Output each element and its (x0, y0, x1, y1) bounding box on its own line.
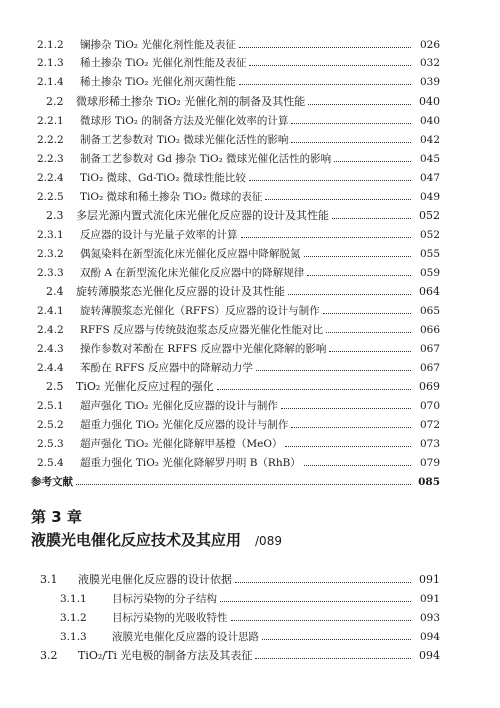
entry-title: 微球形 TiO₂ 的制备方法及光催化效率的计算 (80, 115, 289, 127)
entry-page: 039 (419, 76, 440, 88)
chapter-page: /089 (255, 534, 282, 548)
leader-dots (220, 601, 411, 602)
entry-number: 3.1.2 (60, 612, 87, 624)
leader-dots (308, 104, 411, 105)
section-number: 2.5 (46, 380, 64, 393)
section-title: 多层光源内置式流化床光催化反应器的设计及其性能 (76, 209, 329, 222)
toc-entry-3-1-1 (0, 591, 500, 607)
leader-dots (285, 446, 411, 447)
entry-number: 2.2.3 (37, 153, 64, 165)
entry-title: 目标污染物的光吸收特性 (112, 612, 228, 624)
entry-title: 操作参数对苯酚在 RFFS 反应器中光催化降解的影响 (80, 343, 327, 355)
entry-page: 091 (419, 593, 440, 605)
references-title: 参考文献 (31, 476, 73, 488)
entry-number: 2.3.1 (37, 229, 64, 241)
chapter-3-heading (31, 508, 471, 550)
section-page: 091 (419, 573, 440, 586)
section-title: TiO₂/Ti 光电极的制备方法及其表征 (78, 649, 253, 662)
entry-page: 073 (419, 438, 440, 450)
leader-dots (262, 639, 411, 640)
entry-page: 079 (419, 457, 440, 469)
entry-number: 2.3.2 (37, 248, 64, 260)
entry-page: 059 (419, 267, 440, 279)
entry-page: 040 (419, 115, 440, 127)
section-page: 069 (419, 380, 440, 393)
entry-number: 3.1.1 (60, 593, 87, 605)
toc-entry-2-4-2 (0, 322, 500, 338)
toc-entry-2-5-4 (0, 455, 500, 471)
entry-title: 稀土掺杂 TiO₂ 光催化剂性能及表征 (80, 57, 247, 69)
leader-dots (334, 161, 411, 162)
leader-dots (291, 123, 411, 124)
section-title: 旋转薄膜浆态光催化反应器的设计及其性能 (76, 285, 285, 298)
entry-number: 2.4.4 (37, 362, 64, 374)
leader-dots (304, 465, 411, 466)
leader-dots (291, 142, 411, 143)
chapter-number: 第 3 章 (31, 508, 82, 526)
entry-page: 026 (419, 39, 440, 51)
entry-title: 偶氮染料在新型流化床光催化反应器中降解脱氮 (80, 248, 301, 260)
toc-section-2-4 (0, 284, 500, 300)
entry-page: 067 (419, 362, 440, 374)
section-number: 2.4 (46, 285, 64, 298)
entry-title: 稀土掺杂 TiO₂ 光催化剂灭菌性能 (80, 76, 236, 88)
entry-title: 苯酚在 RFFS 反应器中的降解动力学 (80, 362, 253, 374)
toc-entry-2-3-1 (0, 227, 500, 243)
entry-title: 目标污染物的分子结构 (112, 593, 217, 605)
entry-number: 2.4.3 (37, 343, 64, 355)
toc-entry-2-2-2 (0, 132, 500, 148)
entry-title: 超声强化 TiO₂ 光催化反应器的设计与制作 (80, 400, 278, 412)
entry-page: 066 (419, 324, 440, 336)
entry-number: 2.2.4 (37, 172, 64, 184)
toc-entry-2-5-3 (0, 436, 500, 452)
entry-page: 072 (419, 419, 440, 431)
entry-title: 反应器的设计与光量子效率的计算 (80, 229, 238, 241)
toc-entry-2-2-1 (0, 113, 500, 129)
entry-title: 超声强化 TiO₂ 光催化降解甲基橙（MeO） (80, 438, 283, 450)
entry-number: 2.2.5 (37, 191, 64, 203)
entry-title: 超重力强化 TiO₂ 光催化反应器的设计与制作 (80, 419, 289, 431)
entry-title: 超重力强化 TiO₂ 光催化降解罗丹明 B（RhB） (80, 457, 301, 469)
section-title: 液膜光电催化反应器的设计依据 (78, 573, 232, 586)
leader-dots (217, 389, 411, 390)
leader-dots (307, 275, 411, 276)
leader-dots (231, 620, 412, 621)
leader-dots (265, 199, 411, 200)
leader-dots (256, 370, 411, 371)
leader-dots (76, 484, 411, 485)
toc-entry-2-4-3 (0, 341, 500, 357)
entry-number: 2.4.1 (37, 305, 64, 317)
entry-page: 055 (419, 248, 440, 260)
entry-number: 2.5.4 (37, 457, 64, 469)
entry-number: 2.5.1 (37, 400, 64, 412)
entry-number: 2.1.2 (37, 39, 64, 51)
entry-title: 制备工艺参数对 TiO₂ 微球光催化活性的影响 (80, 134, 289, 146)
entry-number: 2.3.3 (37, 267, 64, 279)
entry-number: 2.1.4 (37, 76, 64, 88)
toc-entry-2-4-1 (0, 303, 500, 319)
leader-dots (329, 351, 411, 352)
toc-entry-2-2-3 (0, 151, 500, 167)
entry-number: 2.2.1 (37, 115, 64, 127)
entry-page: 032 (419, 57, 440, 69)
leader-dots (239, 47, 411, 48)
toc-entry-2-3-2 (0, 246, 500, 262)
toc-section-2-2 (0, 94, 500, 110)
toc-section-3-2 (0, 648, 500, 664)
leader-dots (239, 84, 411, 85)
entry-number: 2.5.3 (37, 438, 64, 450)
references-page: 085 (418, 476, 440, 488)
leader-dots (304, 256, 412, 257)
toc-section-2-3 (0, 208, 500, 224)
chapter-title: 液膜光电催化反应技术及其应用 (31, 531, 242, 549)
leader-dots (281, 408, 411, 409)
entry-page: 049 (419, 191, 440, 203)
entry-number: 2.1.3 (37, 57, 64, 69)
leader-dots (288, 294, 411, 295)
leader-dots (326, 332, 411, 333)
toc-entry-2-5-1 (0, 398, 500, 414)
section-page: 052 (419, 209, 440, 222)
entry-page: 094 (419, 631, 440, 643)
entry-page: 065 (419, 305, 440, 317)
toc-section-2-5 (0, 379, 500, 395)
entry-title: TiO₂ 微球、Gd-TiO₂ 微球性能比较 (80, 172, 246, 184)
toc-entry-2-2-5 (0, 189, 500, 205)
section-number: 3.2 (40, 649, 58, 662)
toc-entry-2-2-4 (0, 170, 500, 186)
entry-title: 液膜光电催化反应器的设计思路 (112, 631, 259, 643)
entry-page: 093 (419, 612, 440, 624)
entry-title: 旋转薄膜浆态光催化（RFFS）反应器的设计与制作 (80, 305, 320, 317)
toc-entry-3-1-3 (0, 629, 500, 645)
toc-entry-2-1-4 (0, 74, 500, 90)
toc-references (0, 474, 500, 490)
leader-dots (235, 582, 411, 583)
toc-entry-2-1-2 (0, 37, 500, 53)
leader-dots (249, 65, 411, 66)
toc-entry-2-5-2 (0, 417, 500, 433)
entry-title: RFFS 反应器与传统鼓泡浆态反应器光催化性能对比 (80, 324, 324, 336)
leader-dots (241, 237, 412, 238)
entry-title: 制备工艺参数对 Gd 掺杂 TiO₂ 微球光催化活性的影响 (80, 153, 332, 165)
leader-dots (332, 218, 411, 219)
entry-page: 067 (419, 343, 440, 355)
leader-dots (291, 427, 411, 428)
entry-page: 047 (419, 172, 440, 184)
entry-number: 2.4.2 (37, 324, 64, 336)
entry-title: 双酚 A 在新型流化床光催化反应器中的降解规律 (80, 267, 305, 279)
entry-page: 070 (419, 400, 440, 412)
section-page: 040 (419, 95, 440, 108)
entry-number: 3.1.3 (60, 631, 87, 643)
section-page: 064 (419, 285, 440, 298)
entry-page: 052 (419, 229, 440, 241)
leader-dots (249, 180, 411, 181)
toc-entry-2-3-3 (0, 265, 500, 281)
entry-title: 镧掺杂 TiO₂ 光催化剂性能及表征 (80, 39, 236, 51)
leader-dots (323, 313, 411, 314)
section-number: 2.2 (46, 95, 64, 108)
section-number: 3.1 (40, 573, 58, 586)
toc-entry-2-1-3 (0, 55, 500, 71)
toc-section-3-1 (0, 572, 500, 588)
entry-title: TiO₂ 微球和稀土掺杂 TiO₂ 微球的表征 (80, 191, 263, 203)
section-title: TiO₂ 光催化反应过程的强化 (76, 380, 214, 393)
section-number: 2.3 (46, 209, 64, 222)
section-title: 微球形稀土掺杂 TiO₂ 光催化剂的制备及其性能 (76, 95, 306, 108)
section-page: 094 (419, 649, 440, 662)
toc-entry-2-4-4 (0, 360, 500, 376)
entry-page: 042 (419, 134, 440, 146)
entry-number: 2.5.2 (37, 419, 64, 431)
entry-page: 045 (419, 153, 440, 165)
toc-entry-3-1-2 (0, 610, 500, 626)
leader-dots (255, 658, 411, 659)
entry-number: 2.2.2 (37, 134, 64, 146)
